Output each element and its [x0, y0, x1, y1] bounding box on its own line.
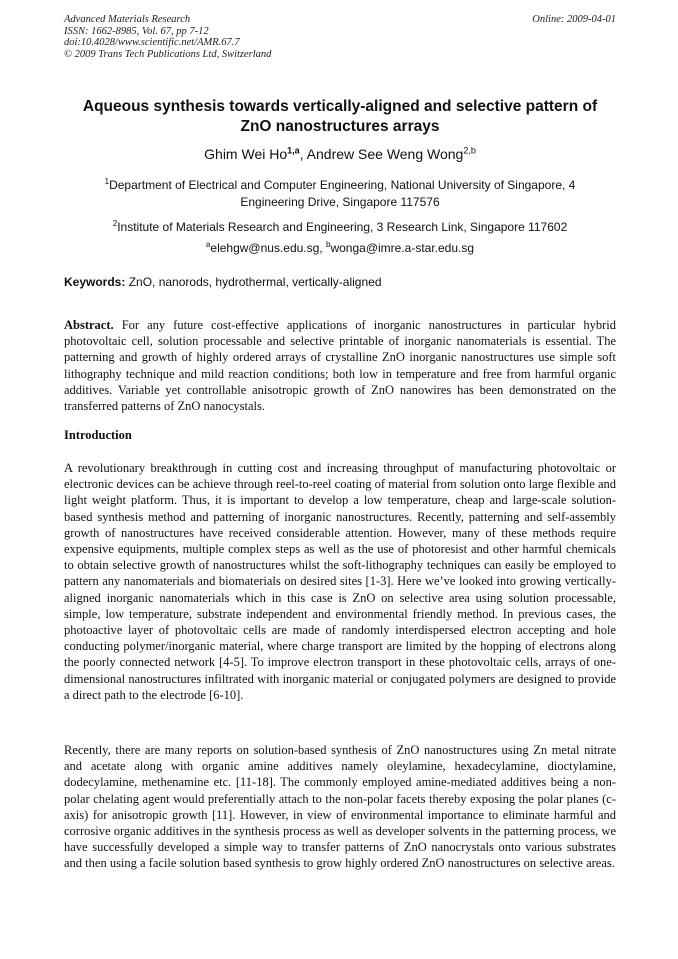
- keywords-text: ZnO, nanorods, hydrothermal, vertically-aligned: [128, 275, 382, 289]
- title-line-2: ZnO nanostructures arrays: [240, 118, 440, 135]
- running-header: [64, 14, 616, 60]
- keywords: [64, 274, 616, 291]
- doi-line: doi:10.4028/www.scientific.net/AMR.67.7: [64, 37, 240, 48]
- issn-line: ISSN: 1662-8985, Vol. 67, pp 7-12: [64, 25, 209, 37]
- journal-name: Advanced Materials Research: [64, 14, 191, 25]
- affiliation-1-line-2: Engineering Drive, Singapore 117576: [240, 195, 440, 209]
- copyright-line: © 2009 Trans Tech Publications Ltd, Switzerland: [64, 48, 272, 60]
- email-line: [64, 240, 616, 257]
- section-heading-introduction: Introduction: [64, 428, 132, 442]
- author-2: Andrew See Weng Wong: [306, 146, 464, 162]
- author-list: [64, 145, 616, 163]
- abstract-text: For any future cost-effective applications of inorganic nanostructures in particular hybrid photovoltaic cell, solution processable and selective printable of inorganic nanomaterials is essential. The patterning and growth of highly ordered arrays of crystalline ZnO inorganic nanostructures use simple soft lithography technique and mild reaction conditions; both low in temperature and free from harmful organic additives. Variable yet controllable anisotropic growth of ZnO nanowires has been demonstrated on the transferred patterns of ZnO nanocystals.: [64, 318, 617, 414]
- email-a[interactable]: elehgw@nus.edu.sg,: [210, 241, 323, 255]
- author-1: Ghim Wei Ho: [204, 146, 288, 162]
- email-b-mark: b: [326, 240, 331, 249]
- author-2-affil-mark: 2,b: [463, 145, 476, 156]
- keywords-label: Keywords:: [64, 275, 126, 289]
- author-separator: ,: [299, 146, 307, 162]
- affiliation-2-mark: 2: [112, 219, 118, 228]
- affiliation-1: [64, 177, 616, 211]
- abstract-label: Abstract.: [64, 318, 114, 332]
- introduction-paragraph-1: A revolutionary breakthrough in cutting cost and increasing throughput of manufacturing photovoltaic or electronic devices can be achieve through reel-to-reel coating of material from solution onto large flexible and light weight platform. Thus, it is important to develop a low temperature, cheap and large-scale solution-based synthesis method and patterning of inorganic nanostructures. Recently, patterning and self-assembly growth of nanostructures have received considerable attention. However, many of these methods require expensive equipments, multiple complex steps as well as the use of photoresist and other harmful chemicals to obtain selective growth of nanostructures whilst the soft-lithography techniques can easily be employed to pattern any nanomaterials and biomaterials on desired sites [1-3]. Here we’ve looked into growing vertically-aligned inorganic nanomaterials which in this case is ZnO on selective area using solution processable, simple, low temperature, substrate independent and environmental friendly method. In previous cases, the photoactive layer of photovoltaic cells are made of randomly interdispersed electron accepting and hole conducting polymer/inorganic material, where charge transport are limited by the hopping of electrons along the poorly connected network [4-5]. To improve electron transport in these photovoltaic cells, arrays of one-dimensional nanostructures infiltrated with inorganic material or conjugated polymers are designed to provide a direct path to the electrode [6-10].: [64, 461, 616, 702]
- author-1-affil-mark: 1,a: [287, 145, 300, 156]
- paper-title: [64, 97, 616, 137]
- abstract: [64, 317, 616, 414]
- affiliation-2: [64, 219, 616, 236]
- email-b[interactable]: wonga@imre.a-star.edu.sg: [330, 241, 475, 255]
- title-line-1: Aqueous synthesis towards vertically-aligned and selective pattern of: [82, 98, 598, 115]
- email-a-mark: a: [205, 240, 211, 249]
- online-date: Online: 2009-04-01: [532, 14, 616, 25]
- introduction-paragraph-2: Recently, there are many reports on solution-based synthesis of ZnO nanostructures using Zn metal nitrate and acetate along with organic amine additives namely oleylamine, hexadecylamine, dioctylamine, dodecylamine, methenamine etc. [11-18]. The commonly employed amine-mediated additives being a non-polar chelating agent would preferentially attach to the non-polar facets thereby exposing the polar planes (c-axis) for anisotropic growth [11]. However, in view of environmental importance to eliminate harmful and corrosive organic additives in the synthesis process as well as developer solvents in the patterning process, we have successfully developed a simple way to transfer patterns of ZnO nanocrystals onto various substrates and then using a facile solution based synthesis to grow highly ordered ZnO nanostructures on selective areas.: [64, 743, 616, 871]
- affiliation-1-mark: 1: [104, 177, 110, 186]
- affiliation-1-line-1: Department of Electrical and Computer Engineering, National University of Singapore, 4: [109, 178, 576, 192]
- affiliation-2-text: Institute of Materials Research and Engineering, 3 Research Link, Singapore 117602: [117, 220, 568, 234]
